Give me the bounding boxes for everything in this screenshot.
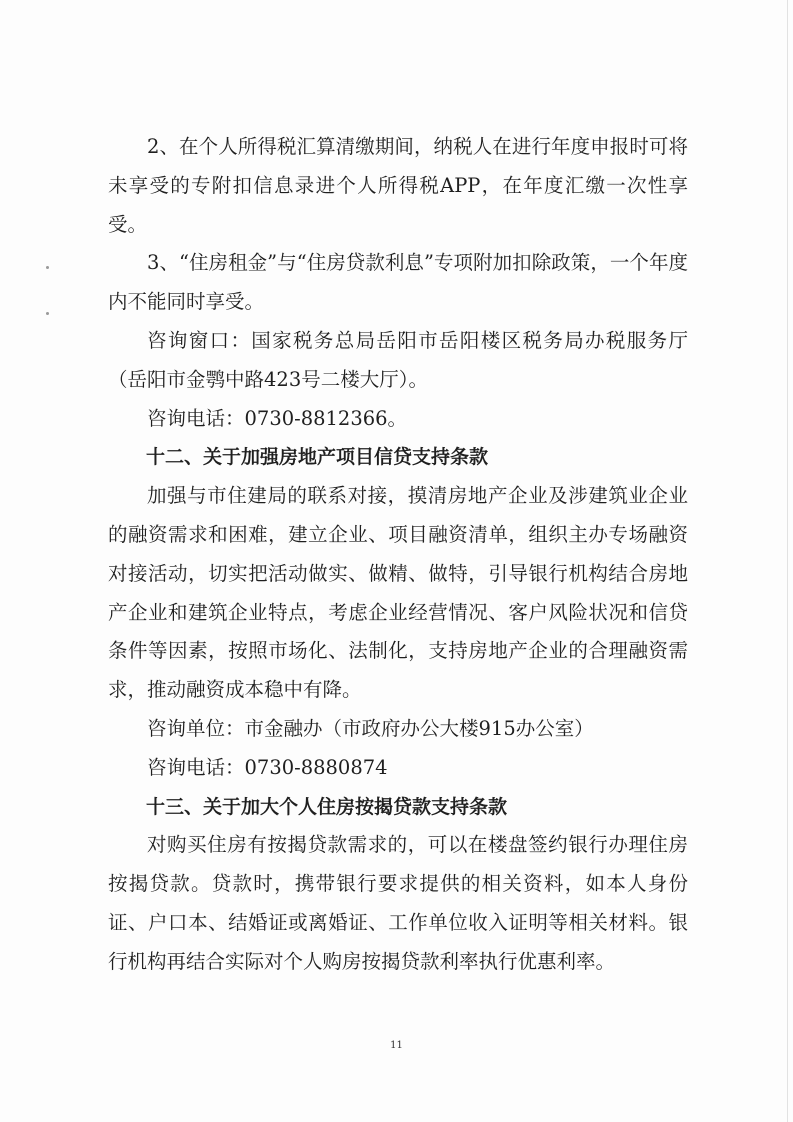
scan-speck [46,266,49,269]
consult-window-text: 咨询窗口：国家税务总局岳阳市岳阳楼区税务局办税服务厅（岳阳市金鹗中路423号二楼大厅）。 [108,328,688,391]
section-heading-13: 十三、关于加大个人住房按揭贷款支持条款 [146,795,508,818]
consult-unit-text: 咨询单位：市金融办（市政府办公大楼915办公室） [147,716,594,740]
page-number: 11 [390,1040,403,1051]
consult-phone-text-2: 咨询电话：0730-8880874 [147,755,388,779]
section-12-body: 加强与市住建局的联系对接，摸清房地产企业及涉建筑业企业的融资需求和困难，建立企业、项目融资清单，组织主办专场融资对接活动，切实把活动做实、做精、做特，引导银行机构结合房地产企业和建筑企业特点，考虑企业经营情况、客户风险状况和信贷条件等因素，按照市场化、法制化，支持房地产企业的合理融资需求，推动融资成本稳中有降。 [108,484,688,702]
section-13-body: 对购买住房有按揭贷款需求的，可以在楼盘签约银行办理住房按揭贷款。贷款时，携带银行要求提供的相关资料，如本人身份证、户口本、结婚证或离婚证、工作单位收入证明等相关材料。银行机构再结合实际对个人购房按揭贷款利率执行优惠利率。 [108,833,688,973]
consult-phone-text: 咨询电话：0730-8812366。 [147,406,408,430]
paragraph-item-2: 2、在个人所得税汇算清缴期间，纳税人在进行年度申报时可将未享受的专附扣信息录进个人所得税APP，在年度汇缴一次性享受。 [108,135,688,236]
paragraph-item-3: 3、“住房租金”与“住房贷款利息”专项附加扣除政策，一个年度内不能同时享受。 [108,251,688,314]
section-heading-12: 十二、关于加强房地产项目信贷支持条款 [146,446,489,469]
document-body [108,128,688,982]
scan-speck [46,312,49,315]
